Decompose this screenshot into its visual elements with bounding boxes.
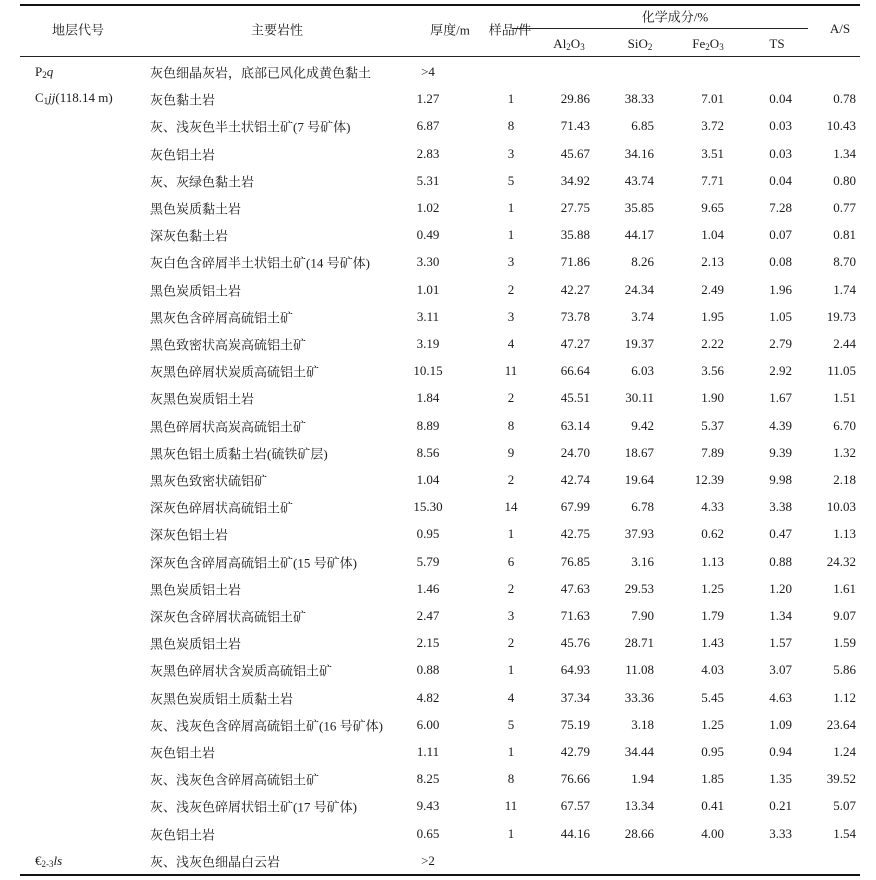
header-as: A/S xyxy=(829,21,851,36)
thickness-cell: 2.47 xyxy=(416,608,440,623)
lithology-cell: 黑色炭质铝土岩 xyxy=(150,582,242,598)
samples-cell: 4 xyxy=(507,689,515,705)
al2o3-cell: 73.78 xyxy=(560,308,590,324)
al2o3-cell: 42.75 xyxy=(560,526,590,542)
fe2o3-cell: 4.03 xyxy=(701,662,724,678)
samples-cell: 2 xyxy=(507,635,515,651)
ts-cell: 0.47 xyxy=(769,526,792,542)
al2o3-cell: 71.43 xyxy=(560,118,590,134)
sio2-cell: 44.17 xyxy=(624,227,654,243)
fe2o3-cell: 7.01 xyxy=(701,91,724,107)
al2o3-cell: 29.86 xyxy=(560,91,590,107)
as-cell: 2.18 xyxy=(833,472,856,487)
header-chem-group: 化学成分/% xyxy=(641,9,709,25)
fe2o3-cell: 4.33 xyxy=(701,499,724,515)
fe2o3-cell: 1.25 xyxy=(701,716,724,732)
as-cell: 1.61 xyxy=(833,580,856,596)
lithology-cell: 深灰色黏土岩 xyxy=(150,228,229,244)
samples-cell: 8 xyxy=(507,417,515,433)
al2o3-cell: 47.27 xyxy=(560,336,590,351)
thickness-cell: 0.88 xyxy=(416,662,440,678)
as-cell: 8.70 xyxy=(833,254,856,270)
fe2o3-cell: 0.41 xyxy=(701,798,724,814)
as-cell: 1.24 xyxy=(833,744,856,759)
sio2-cell: 35.85 xyxy=(624,200,654,215)
al2o3-cell: 24.70 xyxy=(560,444,590,460)
sio2-cell: 6.85 xyxy=(631,118,654,134)
lithology-cell: 灰黑色炭质铝土岩 xyxy=(150,391,255,407)
thickness-cell: 4.82 xyxy=(416,689,440,705)
lithology-cell: 灰色黏土岩 xyxy=(150,92,216,108)
ts-cell: 1.20 xyxy=(769,580,792,596)
ts-cell: 9.98 xyxy=(769,472,792,487)
thickness-cell: 1.11 xyxy=(416,744,440,759)
ts-cell: 1.67 xyxy=(769,390,792,406)
header-rule xyxy=(20,56,860,57)
as-cell: 10.43 xyxy=(826,118,856,134)
ts-cell: 3.38 xyxy=(769,499,792,515)
lithology-cell: 灰、浅灰色碎屑状铝土矿(17 号矿体) xyxy=(150,799,357,815)
sio2-cell: 37.93 xyxy=(624,526,654,542)
al2o3-cell: 42.79 xyxy=(560,744,590,759)
samples-cell: 6 xyxy=(507,553,515,569)
thickness-cell: >4 xyxy=(421,64,435,79)
fe2o3-cell: 2.49 xyxy=(701,281,724,297)
samples-cell: 8 xyxy=(507,118,515,134)
ts-cell: 0.04 xyxy=(769,172,792,188)
sio2-cell: 1.94 xyxy=(631,771,654,787)
ts-cell: 0.03 xyxy=(769,118,792,134)
al2o3-cell: 63.14 xyxy=(560,417,590,433)
sio2-cell: 43.74 xyxy=(624,172,654,188)
sio2-cell: 7.90 xyxy=(631,608,654,623)
header-unit: 地层代号 xyxy=(51,22,105,38)
fe2o3-cell: 0.62 xyxy=(701,526,724,542)
as-cell: 23.64 xyxy=(826,716,856,732)
fe2o3-cell: 1.90 xyxy=(701,390,724,406)
fe2o3-cell: 5.45 xyxy=(701,689,724,705)
ts-cell: 1.96 xyxy=(769,281,792,297)
lithology-cell: 深灰色含碎屑状高硫铝土矿 xyxy=(150,609,307,625)
ts-cell: 1.34 xyxy=(769,608,792,623)
as-cell: 5.86 xyxy=(833,662,856,678)
lithology-cell: 灰、浅灰色含碎屑高硫铝土矿 xyxy=(150,772,320,788)
sio2-cell: 19.64 xyxy=(624,472,654,487)
thickness-cell: 5.31 xyxy=(416,172,440,188)
lithology-cell: 灰色铝土岩 xyxy=(150,745,216,761)
al2o3-cell: 66.64 xyxy=(560,363,590,379)
thickness-cell: 10.15 xyxy=(413,363,443,379)
fe2o3-cell: 2.13 xyxy=(701,254,724,270)
as-cell: 0.81 xyxy=(833,227,856,243)
samples-cell: 3 xyxy=(507,608,515,623)
sio2-cell: 28.71 xyxy=(624,635,654,651)
lithology-cell: 深灰色碎屑状高硫铝土矿 xyxy=(150,500,294,516)
sio2-cell: 30.11 xyxy=(625,390,654,406)
thickness-cell: >2 xyxy=(421,852,435,868)
samples-cell: 1 xyxy=(507,744,515,759)
ts-cell: 4.39 xyxy=(769,417,792,433)
as-cell: 1.34 xyxy=(833,145,856,161)
samples-cell: 2 xyxy=(507,580,515,596)
thickness-cell: 0.49 xyxy=(416,227,440,243)
thickness-cell: 3.19 xyxy=(416,336,440,351)
as-cell: 1.54 xyxy=(833,825,856,841)
sio2-cell: 33.36 xyxy=(624,689,654,705)
as-cell: 2.44 xyxy=(833,336,856,351)
thickness-cell: 3.30 xyxy=(416,254,440,270)
samples-cell: 2 xyxy=(507,390,515,406)
lithology-cell: 灰白色含碎屑半土状铝土矿(14 号矿体) xyxy=(150,255,370,271)
as-cell: 0.77 xyxy=(833,200,856,215)
ts-cell: 3.07 xyxy=(769,662,792,678)
thickness-cell: 8.25 xyxy=(416,771,440,787)
fe2o3-cell: 1.79 xyxy=(701,608,724,623)
lithology-cell: 灰色铝土岩 xyxy=(150,147,216,163)
thickness-cell: 8.89 xyxy=(416,417,440,433)
fe2o3-cell: 1.13 xyxy=(701,553,724,569)
sio2-cell: 3.18 xyxy=(631,716,654,732)
al2o3-cell: 71.86 xyxy=(560,254,590,270)
top-rule xyxy=(20,4,860,6)
al2o3-cell: 67.99 xyxy=(560,499,590,515)
sio2-cell: 28.66 xyxy=(624,825,654,841)
al2o3-cell: 45.76 xyxy=(560,635,590,651)
as-cell: 5.07 xyxy=(833,798,856,814)
lithology-cell: 灰黑色炭质铝土质黏土岩 xyxy=(150,691,294,707)
lithology-cell: 黑色炭质黏土岩 xyxy=(150,201,242,217)
al2o3-cell: 35.88 xyxy=(560,227,590,243)
as-cell: 1.51 xyxy=(833,390,856,406)
samples-cell: 3 xyxy=(507,308,515,324)
sio2-cell: 3.16 xyxy=(631,553,654,569)
samples-cell: 8 xyxy=(507,771,515,787)
lithology-cell: 黑灰色含碎屑高硫铝土矿 xyxy=(150,310,294,326)
samples-cell: 11 xyxy=(504,363,518,379)
ts-cell: 2.79 xyxy=(769,336,792,351)
fe2o3-cell: 3.51 xyxy=(701,145,724,161)
samples-cell: 3 xyxy=(507,145,515,161)
ts-cell: 0.94 xyxy=(769,744,792,759)
thickness-cell: 1.46 xyxy=(416,580,440,596)
ts-cell: 0.04 xyxy=(769,91,792,107)
ts-cell: 3.33 xyxy=(769,825,792,841)
fe2o3-cell: 1.95 xyxy=(701,308,724,324)
lithology-cell: 灰黑色碎屑状炭质高硫铝土矿 xyxy=(150,364,320,380)
fe2o3-cell: 12.39 xyxy=(694,472,724,487)
samples-cell: 14 xyxy=(504,499,518,515)
al2o3-cell: 45.51 xyxy=(560,390,590,406)
lithology-cell: 灰色铝土岩 xyxy=(150,827,216,843)
as-cell: 1.59 xyxy=(833,635,856,651)
lithology-cell: 灰、灰绿色黏土岩 xyxy=(150,174,255,190)
samples-cell: 1 xyxy=(507,825,515,841)
samples-cell: 2 xyxy=(507,472,515,487)
thickness-cell: 6.87 xyxy=(416,118,440,134)
as-cell: 6.70 xyxy=(833,417,856,433)
sio2-cell: 34.44 xyxy=(624,744,654,759)
fe2o3-cell: 1.04 xyxy=(701,227,724,243)
fe2o3-cell: 0.95 xyxy=(701,744,724,759)
samples-cell: 1 xyxy=(507,526,515,542)
al2o3-cell: 76.66 xyxy=(560,771,590,787)
bottom-rule xyxy=(20,874,860,876)
sio2-cell: 24.34 xyxy=(624,281,654,297)
as-cell: 1.74 xyxy=(833,281,856,297)
samples-cell: 1 xyxy=(507,91,515,107)
al2o3-cell: 45.67 xyxy=(560,145,590,161)
al2o3-cell: 42.27 xyxy=(560,281,590,297)
samples-cell: 3 xyxy=(507,254,515,270)
al2o3-cell: 37.34 xyxy=(560,689,590,705)
fe2o3-cell: 9.65 xyxy=(701,200,724,215)
thickness-cell: 2.83 xyxy=(416,145,440,161)
ts-cell: 1.05 xyxy=(769,308,792,324)
as-cell: 9.07 xyxy=(833,608,856,623)
lithology-cell: 黑色致密状高炭高硫铝土矿 xyxy=(150,337,307,353)
al2o3-cell: 76.85 xyxy=(560,553,590,569)
fe2o3-cell: 5.37 xyxy=(701,417,724,433)
sio2-cell: 6.03 xyxy=(631,363,654,379)
ts-cell: 7.28 xyxy=(769,200,792,215)
sio2-cell: 13.34 xyxy=(624,798,654,814)
as-cell: 0.78 xyxy=(833,91,856,107)
thickness-cell: 1.27 xyxy=(416,91,440,107)
as-cell: 1.13 xyxy=(833,526,856,542)
sio2-cell: 38.33 xyxy=(624,91,654,107)
thickness-cell: 2.15 xyxy=(416,635,440,651)
lithology-cell: 黑灰色铝土质黏土岩(硫铁矿层) xyxy=(150,446,328,462)
thickness-cell: 1.84 xyxy=(416,390,440,406)
as-cell: 19.73 xyxy=(826,308,856,324)
as-cell: 24.32 xyxy=(826,553,856,569)
thickness-cell: 9.43 xyxy=(416,798,440,814)
sio2-cell: 34.16 xyxy=(624,145,654,161)
thickness-cell: 6.00 xyxy=(416,716,440,732)
thickness-cell: 1.04 xyxy=(416,472,440,487)
thickness-cell: 1.02 xyxy=(416,200,440,215)
ts-cell: 2.92 xyxy=(769,363,792,379)
as-cell: 11.05 xyxy=(827,363,856,379)
ts-cell: 0.21 xyxy=(769,798,792,814)
thickness-cell: 3.11 xyxy=(416,308,440,324)
ts-cell: 4.63 xyxy=(769,689,792,705)
unit-p2q: $P_2q$ xyxy=(35,64,54,80)
lithology-cell: 灰色细晶灰岩，底部已风化成黄色黏土 xyxy=(150,65,372,81)
thickness-cell: 0.95 xyxy=(416,526,440,542)
al2o3-cell: 42.74 xyxy=(560,472,590,487)
thickness-cell: 1.01 xyxy=(416,281,440,297)
header-al2o3: $Al_2O_3$ xyxy=(553,36,585,52)
samples-cell: 2 xyxy=(507,281,515,297)
sio2-cell: 18.67 xyxy=(624,444,654,460)
samples-cell: 5 xyxy=(507,716,515,732)
as-cell: 39.52 xyxy=(826,771,856,787)
samples-cell: 1 xyxy=(507,662,515,678)
al2o3-cell: 27.75 xyxy=(560,200,590,215)
ts-cell: 1.35 xyxy=(769,771,792,787)
al2o3-cell: 64.93 xyxy=(560,662,590,678)
unit-c1jj: $C_1jj(118.14$ m) xyxy=(35,90,113,106)
as-cell: 0.80 xyxy=(833,172,856,188)
samples-cell: 9 xyxy=(507,444,515,460)
sio2-cell: 8.26 xyxy=(631,254,654,270)
thickness-cell: 15.30 xyxy=(413,499,443,515)
al2o3-cell: 34.92 xyxy=(560,172,590,188)
samples-cell: 1 xyxy=(507,200,515,215)
samples-cell: 5 xyxy=(507,172,515,188)
al2o3-cell: 67.57 xyxy=(560,798,590,814)
sio2-cell: 6.78 xyxy=(631,499,654,515)
al2o3-cell: 71.63 xyxy=(560,608,590,623)
thickness-cell: 5.79 xyxy=(416,553,440,569)
al2o3-cell: 47.63 xyxy=(560,580,590,596)
thickness-cell: 0.65 xyxy=(416,825,440,841)
lithology-cell: 灰、浅灰色半土状铝土矿(7 号矿体) xyxy=(150,119,351,135)
fe2o3-cell: 1.85 xyxy=(701,771,724,787)
unit-e23ls: $€_{2-3}ls$ xyxy=(35,853,63,869)
fe2o3-cell: 4.00 xyxy=(701,825,724,841)
header-sio2: SiO$_2$ xyxy=(627,36,653,52)
fe2o3-cell: 3.56 xyxy=(701,363,724,379)
lithology-cell: 深灰色铝土岩 xyxy=(150,527,229,543)
lithology-cell: 黑灰色致密状硫铝矿 xyxy=(150,473,268,489)
fe2o3-cell: 1.43 xyxy=(701,635,724,651)
header-fe2o3: $Fe_2O_3$ xyxy=(692,36,724,52)
sio2-cell: 29.53 xyxy=(624,580,654,596)
lithology-cell: 黑色碎屑状高炭高硫铝土矿 xyxy=(150,419,307,435)
fe2o3-cell: 2.22 xyxy=(701,336,724,351)
header-lithology: 主要岩性 xyxy=(250,22,304,38)
as-cell: 10.03 xyxy=(826,499,856,515)
lithology-cell: 灰、浅灰色细晶白云岩 xyxy=(150,854,281,870)
lithology-cell: 深灰色含碎屑高硫铝土矿(15 号矿体) xyxy=(150,555,357,571)
header-ts: TS xyxy=(769,36,785,51)
fe2o3-cell: 3.72 xyxy=(701,118,724,134)
al2o3-cell: 75.19 xyxy=(560,716,590,732)
lithology-cell: 灰、浅灰色含碎屑高硫铝土矿(16 号矿体) xyxy=(150,718,383,734)
lithology-cell: 黑色炭质铝土岩 xyxy=(150,283,242,299)
samples-cell: 11 xyxy=(504,798,518,814)
sio2-cell: 19.37 xyxy=(624,336,654,351)
ts-cell: 0.08 xyxy=(769,254,792,270)
fe2o3-cell: 7.89 xyxy=(701,444,724,460)
as-cell: 1.32 xyxy=(833,444,856,460)
ts-cell: 0.03 xyxy=(769,145,792,161)
header-thickness: 厚度/m xyxy=(430,22,470,38)
ts-cell: 0.88 xyxy=(769,553,792,569)
al2o3-cell: 44.16 xyxy=(560,825,590,841)
lithology-cell: 黑色炭质铝土岩 xyxy=(150,636,242,652)
samples-cell: 1 xyxy=(507,227,515,243)
thickness-cell: 8.56 xyxy=(416,444,440,460)
chem-group-rule xyxy=(512,28,808,29)
sio2-cell: 3.74 xyxy=(631,308,654,324)
lithology-cell: 灰黑色碎屑状含炭质高硫铝土矿 xyxy=(150,663,333,679)
fe2o3-cell: 1.25 xyxy=(701,580,724,596)
header-samples: 样品/件 xyxy=(488,22,532,38)
sio2-cell: 9.42 xyxy=(631,417,654,433)
fe2o3-cell: 7.71 xyxy=(701,172,724,188)
as-cell: 1.12 xyxy=(833,689,856,705)
samples-cell: 4 xyxy=(507,336,515,351)
ts-cell: 1.57 xyxy=(769,635,792,651)
ts-cell: 1.09 xyxy=(769,716,792,732)
ts-cell: 0.07 xyxy=(769,227,792,243)
ts-cell: 9.39 xyxy=(769,444,792,460)
sio2-cell: 11.08 xyxy=(625,662,654,678)
